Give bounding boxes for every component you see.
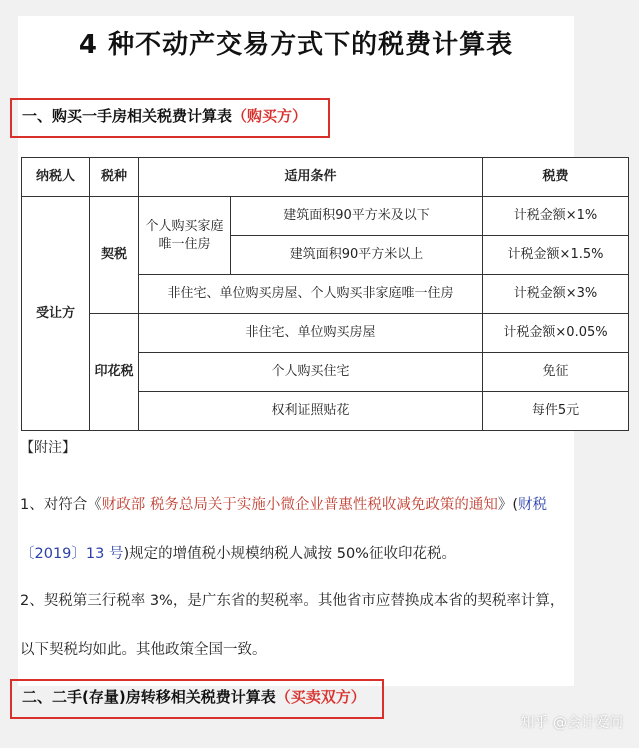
notes-heading: 【附注】 <box>20 440 76 456</box>
condition-cell: 建筑面积90平方米及以下 <box>231 197 483 236</box>
table-header-row <box>22 158 629 197</box>
section-heading-highlight: 购买方 <box>247 107 293 125</box>
deed-tax-cell: 契税 <box>90 197 139 314</box>
note-1-text-b: 》( <box>497 497 519 513</box>
taxpayer-cell: 受让方 <box>22 197 90 431</box>
tax-table <box>21 157 629 431</box>
section-heading-close: ） <box>350 688 366 706</box>
watermark: 知乎 @会计爱问 <box>520 715 623 731</box>
condition-cell: 建筑面积90平方米以上 <box>231 236 483 275</box>
condition-cell: 个人购买住宅 <box>139 353 483 392</box>
fee-cell: 计税金额×0.05% <box>483 314 629 353</box>
section-heading-open: （ <box>232 107 248 125</box>
header-taxpayer: 纳税人 <box>22 158 90 197</box>
fee-cell: 计税金额×1.5% <box>483 236 629 275</box>
section-heading-highlight: 买卖双方 <box>290 688 351 706</box>
condition-cell: 非住宅、单位购买房屋 <box>139 314 483 353</box>
note-1-policy-title: 财政部 税务总局关于实施小微企业普惠性税收减免政策的通知 <box>101 497 498 513</box>
table-row <box>22 197 629 236</box>
note-paragraph-1 <box>20 481 575 579</box>
page-title: 4 种不动产交易方式下的税费计算表 <box>78 30 514 60</box>
note-paragraph-2: 2、契税第三行税率 3%，是广东省的契税率。其他省市应替换成本省的契税率计算，以下契税均如此。其他政策全国一致。 <box>20 593 565 658</box>
section-heading-new-house <box>10 98 330 138</box>
note-1-text-a: 1、对符合《 <box>20 497 102 513</box>
fee-cell: 每件5元 <box>483 392 629 431</box>
stamp-tax-cell: 印花税 <box>90 314 139 431</box>
fee-cell: 计税金额×3% <box>483 275 629 314</box>
fee-cell: 免征 <box>483 353 629 392</box>
condition-cell: 非住宅、单位购买房屋、个人购买非家庭唯一住房 <box>139 275 483 314</box>
header-condition: 适用条件 <box>139 158 483 197</box>
personal-home-cell: 个人购买家庭唯一住房 <box>139 197 231 275</box>
note-1-doc-number: 财税〔2019〕13 号 <box>20 497 548 562</box>
header-fee: 税费 <box>483 158 629 197</box>
table-row <box>22 314 629 353</box>
section-heading-close: ） <box>292 107 308 125</box>
fee-cell: 计税金额×1% <box>483 197 629 236</box>
section-heading-text: 二、二手(存量)房转移相关税费计算表 <box>22 688 276 706</box>
section-heading-open: （ <box>275 688 291 706</box>
section-heading-second-hand <box>10 679 384 719</box>
note-1-text-c: )规定的增值税小规模纳税人减按 50%征收印花税。 <box>123 546 456 562</box>
condition-cell: 权利证照贴花 <box>139 392 483 431</box>
header-tax-type: 税种 <box>90 158 139 197</box>
section-heading-text: 一、购买一手房相关税费计算表 <box>22 107 233 125</box>
